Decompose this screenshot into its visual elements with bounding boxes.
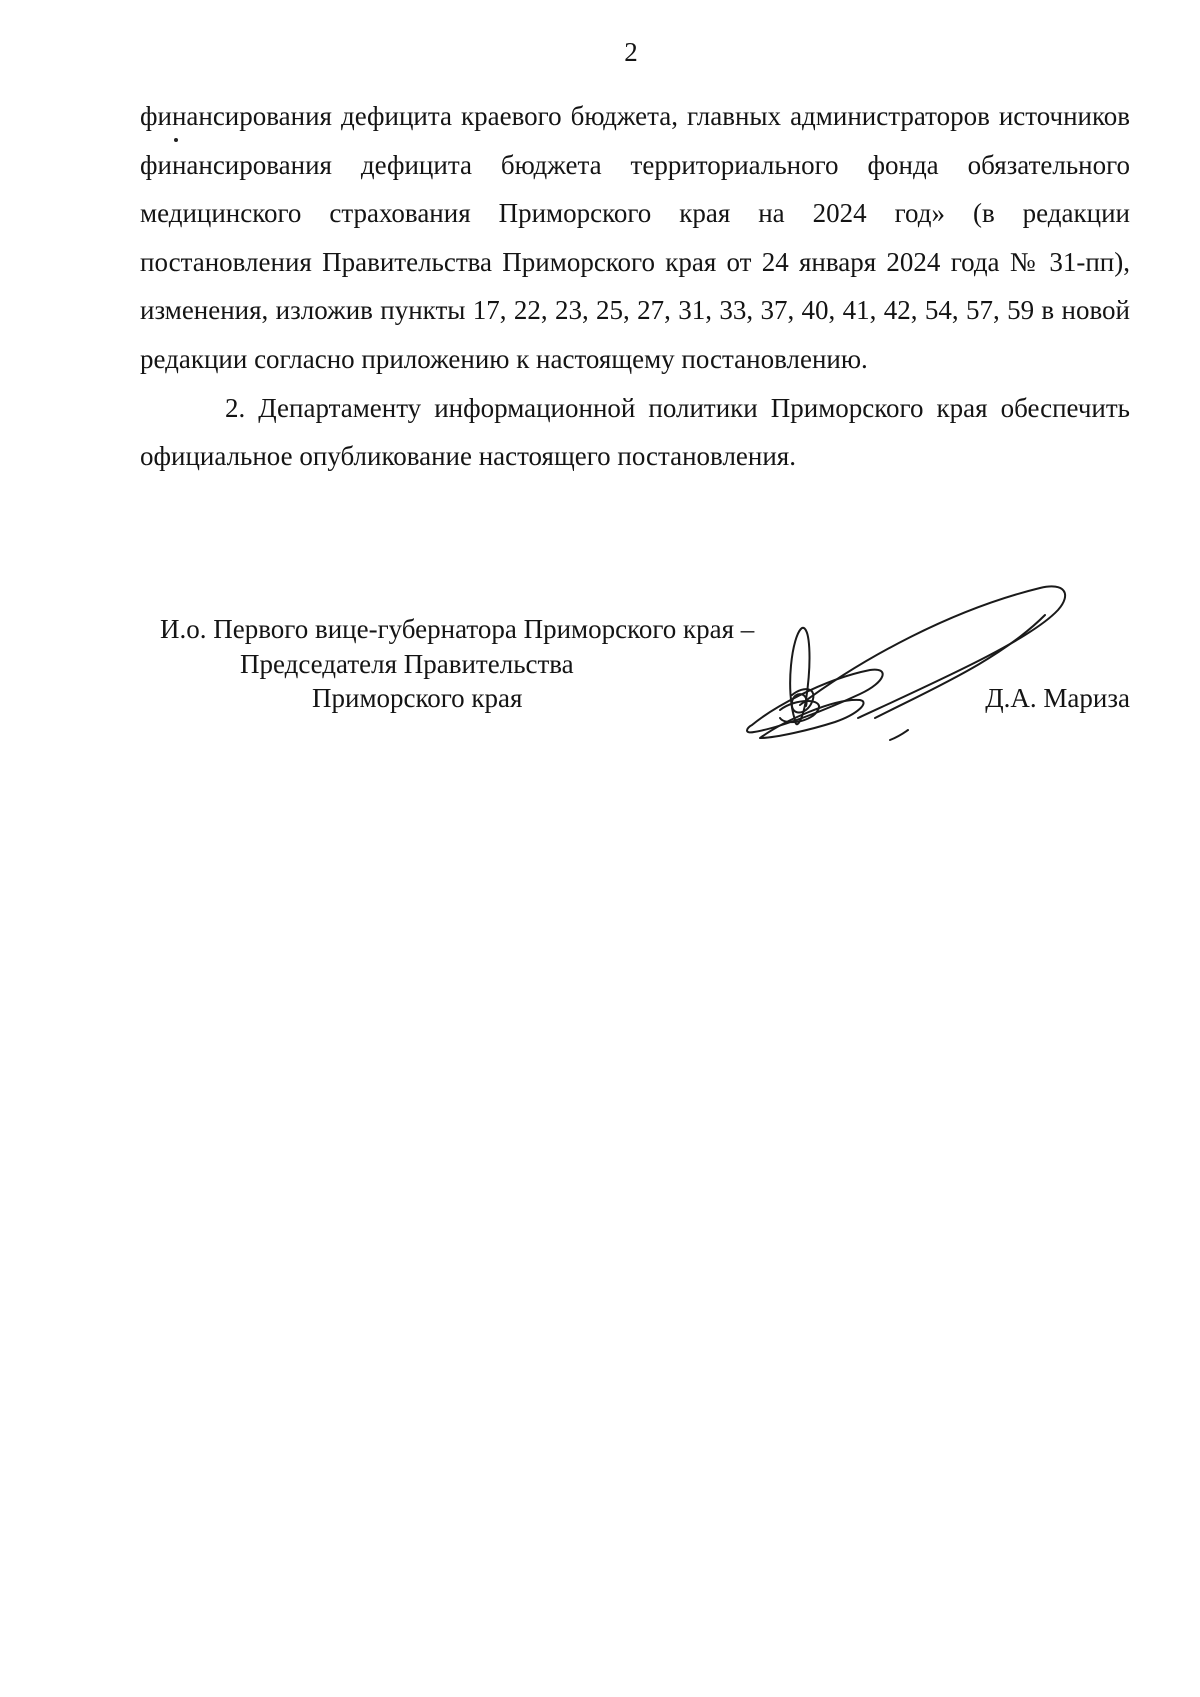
handwritten-signature xyxy=(740,570,1080,750)
signatory-title-line-2: Председателя Правительства xyxy=(240,648,574,679)
paragraph-continuation: финансирования дефицита краевого бюджета, главных администраторов источников финансирования дефицита бюджета территориального фонда обязательного медицинского страхования Приморского края на 2024 год» (в редакции постановления Правительства Приморского края от 24 января 2024 года № 31-пп), изменения, изложив пункты 17, 22, 23, 25, 27, 31, 33, 37, 40, 41, 42, 54, 57, 59 в новой редакции согласно приложению к настоящему постановлению. xyxy=(140,101,1130,374)
paragraph-item-2: 2. Департаменту информационной политики Приморского края обеспечить официальное опубликование настоящего постановления. xyxy=(140,392,1130,472)
page-number: 2 xyxy=(624,37,638,67)
signatory-name: Д.А. Мариза xyxy=(985,683,1130,713)
signatory-title-line-3: Приморского края xyxy=(312,683,523,713)
document-body xyxy=(140,92,1130,481)
signatory-title xyxy=(160,612,824,716)
signatory-title-line-1: И.о. Первого вице-губернатора Приморского края – xyxy=(160,614,755,644)
